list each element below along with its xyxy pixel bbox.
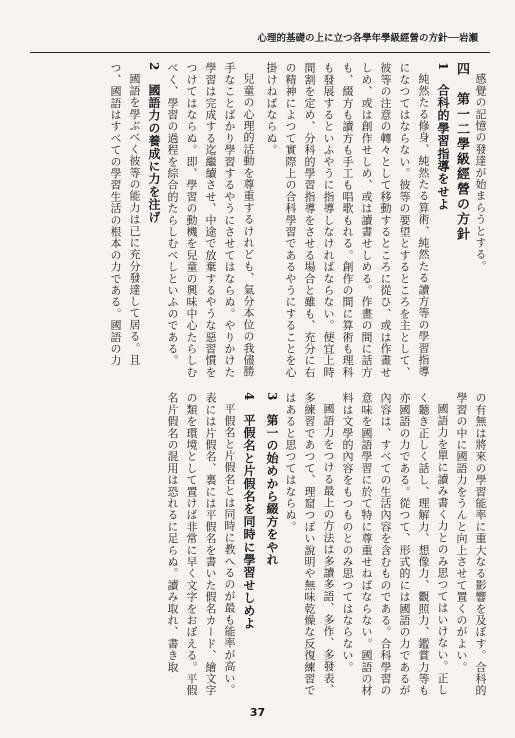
subheading-1: 1 合科的學習指導をせよ: [436, 62, 450, 211]
paragraph: 平假名と片假名とは同時に教へるのが最も能率が高い。表には片假名、裏には平假名を書いた假名カード、繪文字の類を環境として置けば非常に早く文字をおぼえる。平假名片假名の混用は恐れるに足らぬ。讀み取れ、書き取: [166, 392, 236, 697]
paragraph: の有無は將來の學習能率に重大なる影響を及ぼす。合科的學習の中に國語力をうんと向上させて置くのがよい。: [455, 392, 487, 697]
lower-left-column: [30, 392, 258, 697]
upper-left-column: [30, 62, 258, 380]
subheading-4: 4 平假名と片假名を同時に學習せしめよ: [242, 392, 256, 630]
paragraph: 兒童の心理的活動を尊重するけれども、氣分本位の我儘勝手なことばかり學習するやうにさせてはならぬ。やりかけた學習は完成する迄繼續させ、中途で放棄するやうな惡習慣をつけてはならぬ。即、學習の動機を兒童の興味中心たらしむべく、學習の過程を綜合的たらしむべしといふのである。: [166, 62, 255, 378]
paragraph: 純然たる修身、純然たる算術、純然たる讀方等の學習指導になつてはならない。彼等の要望とするところを主として、彼等の注意の轉々として移動するところに從ひ、或は作畫せしめ、或は創作せしめ、或は讀書せしめる。作畫の間に話方も、綴方も讀方も手工も唱歌もれる。創作の間に算術も理科も發展するといふやうに指導しなければならない。便宜上時間割を定め、分科的學習指導をさせる場合と雖も、充分に右の精神によつて實際上の合科學習であるやうにすることを心掛けねばならぬ。: [265, 62, 430, 378]
running-head: 心理的基礎の上に立つ各學年學級經營の方針──岩瀬: [257, 33, 478, 44]
subheading-2: 2 國語力の養成に力を注げ: [147, 62, 161, 224]
section-heading: 四 第一二學級經營の方針: [454, 62, 469, 242]
upper-right-column: [262, 62, 490, 380]
paragraph: 國語力を單に讀み書く力とのみ思つてはいけない。正しく聽き正しく話し、理解力、想像力、觀照力、鑑賞力等も亦國語の力である。從つて、形式的には國語の力であるが內容は、すべての生活內容を含むものである。合科學習の意味を國語學習に於て特に尊重せねばならない。國語の材料は文學的內容をもつものとのみ思つてはならない。: [341, 392, 449, 697]
intro-line: 感覺の記憶の發達が始まらうとする。: [474, 73, 487, 272]
lower-right-column: [262, 392, 490, 697]
subheading-3: 3 第一の始めから綴方をやれ: [265, 392, 279, 567]
paragraph: 國語力をつける最上の方法は多讀多語、多作、多發表、多練習であつて、理窟つぽい說明や無味乾燥な反復練習ではあると思つてはならぬ。: [284, 392, 335, 697]
paragraph: 國語を學ぶべく彼等の能力は已に充分發達して居る。且つ、國語はすべての學習生活の根本の力である。國語の力: [109, 62, 141, 367]
header-rule: [30, 52, 490, 53]
page-number: 37: [249, 706, 266, 719]
